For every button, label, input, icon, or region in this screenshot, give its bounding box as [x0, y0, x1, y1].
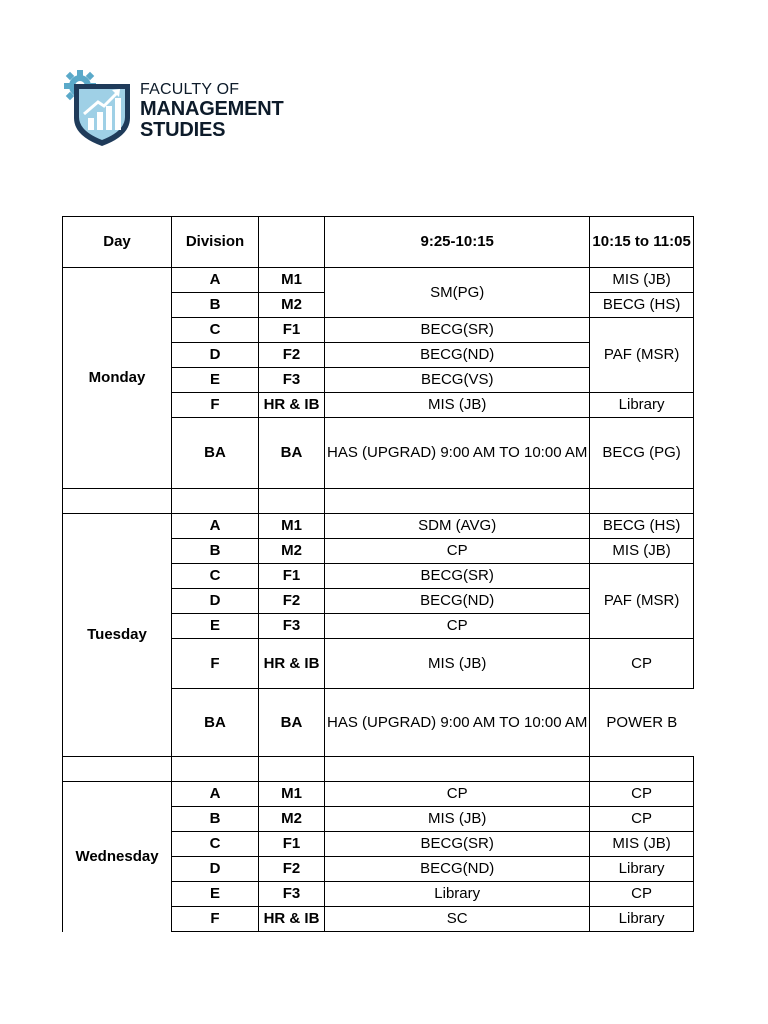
day-wednesday: Wednesday: [63, 782, 172, 932]
slot2-cell: MIS (JB): [590, 539, 693, 564]
slot2-cell: Library: [590, 857, 693, 882]
code-cell: F3: [259, 614, 325, 639]
code-cell: M2: [259, 539, 325, 564]
division-cell: C: [172, 832, 259, 857]
slot2-cell: CP: [590, 807, 693, 832]
code-cell: M1: [259, 782, 325, 807]
logo-line-management: MANAGEMENT: [140, 98, 284, 120]
faculty-logo: [62, 68, 312, 148]
division-cell: B: [172, 293, 259, 318]
slot1-cell: BECG(ND): [325, 343, 590, 368]
slot2-cell: CP: [590, 782, 693, 807]
slot1-cell: BECG(VS): [325, 368, 590, 393]
division-cell: A: [172, 514, 259, 539]
slot2-cell: BECG (PG): [590, 418, 693, 489]
division-cell: D: [172, 589, 259, 614]
code-cell: BA: [259, 689, 325, 757]
slot1-cell: CP: [325, 782, 590, 807]
slot2-cell: PAF (MSR): [590, 318, 693, 393]
division-cell: C: [172, 318, 259, 343]
day-tuesday: Tuesday: [63, 514, 172, 757]
division-cell: F: [172, 907, 259, 932]
header-division: Division: [172, 217, 259, 268]
division-cell: F: [172, 393, 259, 418]
slot1-cell: SC: [325, 907, 590, 932]
logo-shield-gear-icon: [62, 68, 136, 148]
division-cell: BA: [172, 689, 259, 757]
slot1-cell: SM(PG): [325, 268, 590, 318]
code-cell: M1: [259, 514, 325, 539]
slot1-cell: MIS (JB): [325, 639, 590, 689]
slot2-cell: POWER B: [590, 689, 693, 757]
spacer-row: [63, 757, 694, 782]
logo-line-studies: STUDIES: [140, 119, 226, 141]
slot1-cell: BECG(SR): [325, 318, 590, 343]
division-cell: A: [172, 268, 259, 293]
division-cell: B: [172, 807, 259, 832]
code-cell: M1: [259, 268, 325, 293]
header-row: [63, 217, 694, 268]
spacer-row: [63, 489, 694, 514]
code-cell: HR & IB: [259, 907, 325, 932]
division-cell: E: [172, 368, 259, 393]
code-cell: HR & IB: [259, 393, 325, 418]
slot2-cell: BECG (HS): [590, 514, 693, 539]
slot2-cell: Library: [590, 907, 693, 932]
code-cell: F1: [259, 832, 325, 857]
division-cell: F: [172, 639, 259, 689]
code-cell: HR & IB: [259, 639, 325, 689]
header-slot1: 9:25-10:15: [325, 217, 590, 268]
slot2-cell: CP: [590, 882, 693, 907]
code-cell: F1: [259, 564, 325, 589]
division-cell: E: [172, 614, 259, 639]
code-cell: F3: [259, 368, 325, 393]
slot1-cell: BECG(SR): [325, 564, 590, 589]
code-cell: F1: [259, 318, 325, 343]
code-cell: F2: [259, 857, 325, 882]
slot2-cell: PAF (MSR): [590, 564, 693, 639]
code-cell: M2: [259, 807, 325, 832]
slot1-cell: MIS (JB): [325, 393, 590, 418]
header-day: Day: [63, 217, 172, 268]
slot2-cell: BECG (HS): [590, 293, 693, 318]
table-row: [63, 268, 694, 293]
slot2-cell: Library: [590, 393, 693, 418]
slot1-cell: SDM (AVG): [325, 514, 590, 539]
division-cell: BA: [172, 418, 259, 489]
slot1-cell: CP: [325, 614, 590, 639]
slot1-cell: CP: [325, 539, 590, 564]
division-cell: C: [172, 564, 259, 589]
logo-line-faculty: FACULTY OF: [140, 81, 240, 98]
division-cell: D: [172, 857, 259, 882]
header-blank: [259, 217, 325, 268]
table-row: [63, 782, 694, 807]
code-cell: F3: [259, 882, 325, 907]
day-monday: Monday: [63, 268, 172, 489]
slot1-cell: HAS (UPGRAD) 9:00 AM TO 10:00 AM: [325, 418, 590, 489]
slot2-cell: MIS (JB): [590, 268, 693, 293]
timetable: [62, 216, 694, 932]
division-cell: A: [172, 782, 259, 807]
code-cell: F2: [259, 589, 325, 614]
slot1-cell: HAS (UPGRAD) 9:00 AM TO 10:00 AM: [325, 689, 590, 757]
header-slot2: 10:15 to 11:05: [590, 217, 693, 268]
slot2-cell: MIS (JB): [590, 832, 693, 857]
table-row: [63, 514, 694, 539]
division-cell: D: [172, 343, 259, 368]
division-cell: E: [172, 882, 259, 907]
slot1-cell: BECG(SR): [325, 832, 590, 857]
slot1-cell: BECG(ND): [325, 857, 590, 882]
slot1-cell: Library: [325, 882, 590, 907]
slot1-cell: MIS (JB): [325, 807, 590, 832]
code-cell: F2: [259, 343, 325, 368]
code-cell: BA: [259, 418, 325, 489]
code-cell: M2: [259, 293, 325, 318]
slot1-cell: BECG(ND): [325, 589, 590, 614]
slot2-cell: CP: [590, 639, 693, 689]
division-cell: B: [172, 539, 259, 564]
